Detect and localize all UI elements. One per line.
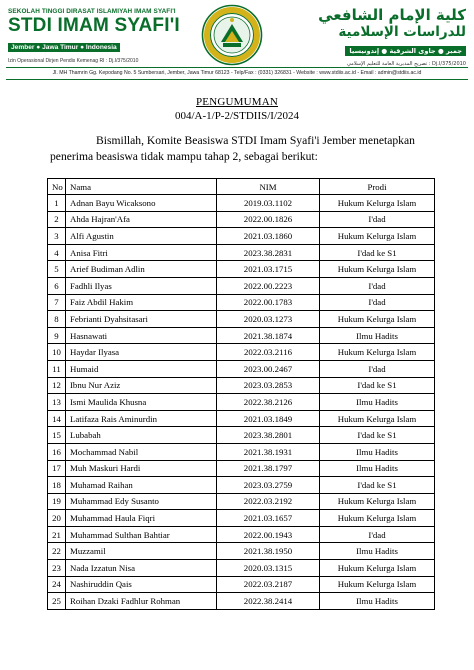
table-row bbox=[48, 344, 435, 361]
cell-no: 24 bbox=[48, 576, 66, 593]
cell-nim: 2021.38.1931 bbox=[217, 443, 320, 460]
cell-name: Alfi Agustin bbox=[66, 228, 217, 245]
table-row bbox=[48, 543, 435, 560]
institution-short-name: STDI IMAM SYAFI'I bbox=[8, 15, 180, 36]
letterhead-divider-top bbox=[6, 67, 468, 68]
cell-prodi: Ilmu Hadits bbox=[320, 460, 435, 477]
cell-nim: 2022.38.2126 bbox=[217, 394, 320, 411]
cell-no: 13 bbox=[48, 394, 66, 411]
cell-no: 2 bbox=[48, 211, 66, 228]
cell-prodi: Ilmu Hadits bbox=[320, 443, 435, 460]
cell-prodi: Hukum Kelurga Islam bbox=[320, 195, 435, 212]
cell-prodi: Hukum Kelurga Islam bbox=[320, 493, 435, 510]
cell-name: Muhammad Edy Susanto bbox=[66, 493, 217, 510]
cell-name: Haydar Ilyasa bbox=[66, 344, 217, 361]
arabic-institution-name: كلية الإمام الشافعي bbox=[318, 6, 466, 24]
cell-nim: 2022.03.2192 bbox=[217, 493, 320, 510]
header-prodi: Prodi bbox=[320, 179, 435, 195]
table-row bbox=[48, 294, 435, 311]
cell-prodi: I'dad bbox=[320, 211, 435, 228]
cell-no: 5 bbox=[48, 261, 66, 278]
header-no: No bbox=[48, 179, 66, 195]
table-row bbox=[48, 493, 435, 510]
cell-name: Hasnawati bbox=[66, 327, 217, 344]
letterhead-left bbox=[8, 8, 186, 64]
letterhead-right bbox=[278, 6, 466, 67]
arabic-institution-subtitle: للدراسات الإسلامية bbox=[338, 24, 466, 40]
cell-no: 11 bbox=[48, 360, 66, 377]
cell-nim: 2022.00.1943 bbox=[217, 526, 320, 543]
cell-name: Anisa Fitri bbox=[66, 244, 217, 261]
announcement-title: PENGUMUMAN bbox=[195, 96, 279, 108]
table-row bbox=[48, 195, 435, 212]
scholarship-recipients-table bbox=[47, 178, 435, 610]
cell-no: 14 bbox=[48, 410, 66, 427]
cell-name: Febrianti Dyahsitasari bbox=[66, 311, 217, 328]
cell-no: 10 bbox=[48, 344, 66, 361]
cell-nim: 2021.38.1950 bbox=[217, 543, 320, 560]
cell-prodi: Hukum Kelurga Islam bbox=[320, 510, 435, 527]
cell-name: Ibnu Nur Aziz bbox=[66, 377, 217, 394]
cell-no: 15 bbox=[48, 427, 66, 444]
table-row bbox=[48, 327, 435, 344]
cell-no: 20 bbox=[48, 510, 66, 527]
cell-nim: 2019.03.1102 bbox=[217, 195, 320, 212]
cell-name: Muh Maskuri Hardi bbox=[66, 460, 217, 477]
cell-nim: 2022.03.2187 bbox=[217, 576, 320, 593]
cell-prodi: I'dad bbox=[320, 294, 435, 311]
cell-prodi: I'dad ke S1 bbox=[320, 427, 435, 444]
cell-name: Arief Budiman Adlin bbox=[66, 261, 217, 278]
cell-prodi: I'dad bbox=[320, 360, 435, 377]
table-row bbox=[48, 526, 435, 543]
cell-name: Muhamad Raihan bbox=[66, 477, 217, 494]
table-row bbox=[48, 510, 435, 527]
table-row bbox=[48, 410, 435, 427]
cell-prodi: I'dad ke S1 bbox=[320, 377, 435, 394]
cell-nim: 2022.03.2116 bbox=[217, 344, 320, 361]
cell-name: Muzzamil bbox=[66, 543, 217, 560]
table-row bbox=[48, 277, 435, 294]
location-bar: Jember ● Jawa Timur ● Indonesia bbox=[8, 43, 120, 52]
cell-name: Ahda Hajran'Afa bbox=[66, 211, 217, 228]
cell-name: Latifaza Rais Aminurdin bbox=[66, 410, 217, 427]
license-text: Izin Operasional Dirjen Pendis Kemenag RI : Dj.I/375/2010 bbox=[8, 58, 139, 64]
cell-name: Roihan Dzaki Fadhlur Rohman bbox=[66, 593, 217, 610]
cell-prodi: Ilmu Hadits bbox=[320, 394, 435, 411]
cell-nim: 2022.00.1826 bbox=[217, 211, 320, 228]
cell-prodi: Hukum Kelurga Islam bbox=[320, 576, 435, 593]
cell-no: 9 bbox=[48, 327, 66, 344]
cell-no: 12 bbox=[48, 377, 66, 394]
institution-address: Jl. MH Thamrin Gg. Kepodang No. 5 Sumbersari, Jember, Jawa Timur 68123 - Telp/Fax : (0331) 326831 - Website : www.stdiis.ac.id - Email : admin@stdiis.ac.id bbox=[52, 70, 422, 76]
cell-prodi: I'dad ke S1 bbox=[320, 477, 435, 494]
cell-name: Lubabah bbox=[66, 427, 217, 444]
table-row bbox=[48, 360, 435, 377]
cell-nim: 2022.38.2414 bbox=[217, 593, 320, 610]
cell-no: 1 bbox=[48, 195, 66, 212]
arabic-location-bar: جمبر ● جاوى الشرقية ● إندونيسيا bbox=[345, 46, 466, 56]
cell-name: Ismi Maulida Khusna bbox=[66, 394, 217, 411]
cell-prodi: Hukum Kelurga Islam bbox=[320, 228, 435, 245]
table-row bbox=[48, 244, 435, 261]
cell-prodi: Ilmu Hadits bbox=[320, 593, 435, 610]
cell-prodi: Ilmu Hadits bbox=[320, 327, 435, 344]
cell-no: 7 bbox=[48, 294, 66, 311]
table-row bbox=[48, 311, 435, 328]
cell-prodi: Hukum Kelurga Islam bbox=[320, 344, 435, 361]
cell-no: 19 bbox=[48, 493, 66, 510]
cell-nim: 2021.03.1860 bbox=[217, 228, 320, 245]
cell-nim: 2021.03.1849 bbox=[217, 410, 320, 427]
table-row bbox=[48, 593, 435, 610]
cell-no: 21 bbox=[48, 526, 66, 543]
table-row bbox=[48, 261, 435, 278]
cell-nim: 2021.03.1657 bbox=[217, 510, 320, 527]
table-row bbox=[48, 460, 435, 477]
cell-nim: 2023.03.2853 bbox=[217, 377, 320, 394]
cell-nim: 2023.38.2801 bbox=[217, 427, 320, 444]
cell-name: Fadhli Ilyas bbox=[66, 277, 217, 294]
header-nim: NIM bbox=[217, 179, 320, 195]
cell-prodi: Hukum Kelurga Islam bbox=[320, 311, 435, 328]
cell-name: Nada Izzatun Nisa bbox=[66, 560, 217, 577]
cell-prodi: Hukum Kelurga Islam bbox=[320, 410, 435, 427]
cell-nim: 2020.03.1273 bbox=[217, 311, 320, 328]
table-row bbox=[48, 377, 435, 394]
cell-name: Mochammad Nabil bbox=[66, 443, 217, 460]
cell-prodi: I'dad ke S1 bbox=[320, 244, 435, 261]
table-row bbox=[48, 576, 435, 593]
cell-nim: 2023.38.2831 bbox=[217, 244, 320, 261]
cell-no: 3 bbox=[48, 228, 66, 245]
cell-nim: 2021.03.1715 bbox=[217, 261, 320, 278]
cell-nim: 2022.00.2223 bbox=[217, 277, 320, 294]
header-name: Nama bbox=[66, 179, 217, 195]
table-row bbox=[48, 394, 435, 411]
cell-prodi: Hukum Kelurga Islam bbox=[320, 560, 435, 577]
cell-prodi: I'dad bbox=[320, 277, 435, 294]
table-row bbox=[48, 443, 435, 460]
cell-no: 18 bbox=[48, 477, 66, 494]
institution-logo bbox=[201, 4, 263, 66]
cell-no: 23 bbox=[48, 560, 66, 577]
cell-prodi: Hukum Kelurga Islam bbox=[320, 261, 435, 278]
cell-nim: 2023.00.2467 bbox=[217, 360, 320, 377]
table-row bbox=[48, 560, 435, 577]
cell-name: Faiz Abdil Hakim bbox=[66, 294, 217, 311]
letterhead-divider-bottom bbox=[6, 79, 468, 80]
cell-no: 16 bbox=[48, 443, 66, 460]
cell-name: Adnan Bayu Wicaksono bbox=[66, 195, 217, 212]
cell-no: 22 bbox=[48, 543, 66, 560]
table-body bbox=[48, 195, 435, 610]
table-header-row bbox=[48, 179, 435, 195]
table-row bbox=[48, 477, 435, 494]
cell-no: 4 bbox=[48, 244, 66, 261]
cell-name: Muhammad Sulthan Bahtiar bbox=[66, 526, 217, 543]
table-row bbox=[48, 427, 435, 444]
cell-name: Muhammad Haula Fiqri bbox=[66, 510, 217, 527]
cell-no: 8 bbox=[48, 311, 66, 328]
announcement-number: 004/A-1/P-2/STDIIS/I/2024 bbox=[174, 110, 300, 122]
cell-nim: 2023.03.2759 bbox=[217, 477, 320, 494]
arabic-license-text: تصريح المديرية العامة للتعليم الإسلامي : Dj.I/375/2010 bbox=[347, 61, 466, 67]
cell-prodi: Ilmu Hadits bbox=[320, 543, 435, 560]
cell-name: Nashiruddin Qais bbox=[66, 576, 217, 593]
institution-full-name: SEKOLAH TINGGI DIRASAT ISLAMIYAH IMAM SYAFI'I bbox=[8, 8, 176, 15]
cell-nim: 2020.03.1315 bbox=[217, 560, 320, 577]
cell-no: 25 bbox=[48, 593, 66, 610]
cell-nim: 2022.00.1783 bbox=[217, 294, 320, 311]
cell-no: 6 bbox=[48, 277, 66, 294]
cell-name: Humaid bbox=[66, 360, 217, 377]
cell-nim: 2021.38.1874 bbox=[217, 327, 320, 344]
table-row bbox=[48, 228, 435, 245]
cell-nim: 2021.38.1797 bbox=[217, 460, 320, 477]
announcement-intro: Bismillah, Komite Beasiswa STDI Imam Syafi'i Jember menetapkan penerima beasiswa tidak mampu tahap 2, sebagai berikut: bbox=[50, 134, 415, 163]
cell-prodi: I'dad bbox=[320, 526, 435, 543]
table-row bbox=[48, 211, 435, 228]
cell-no: 17 bbox=[48, 460, 66, 477]
